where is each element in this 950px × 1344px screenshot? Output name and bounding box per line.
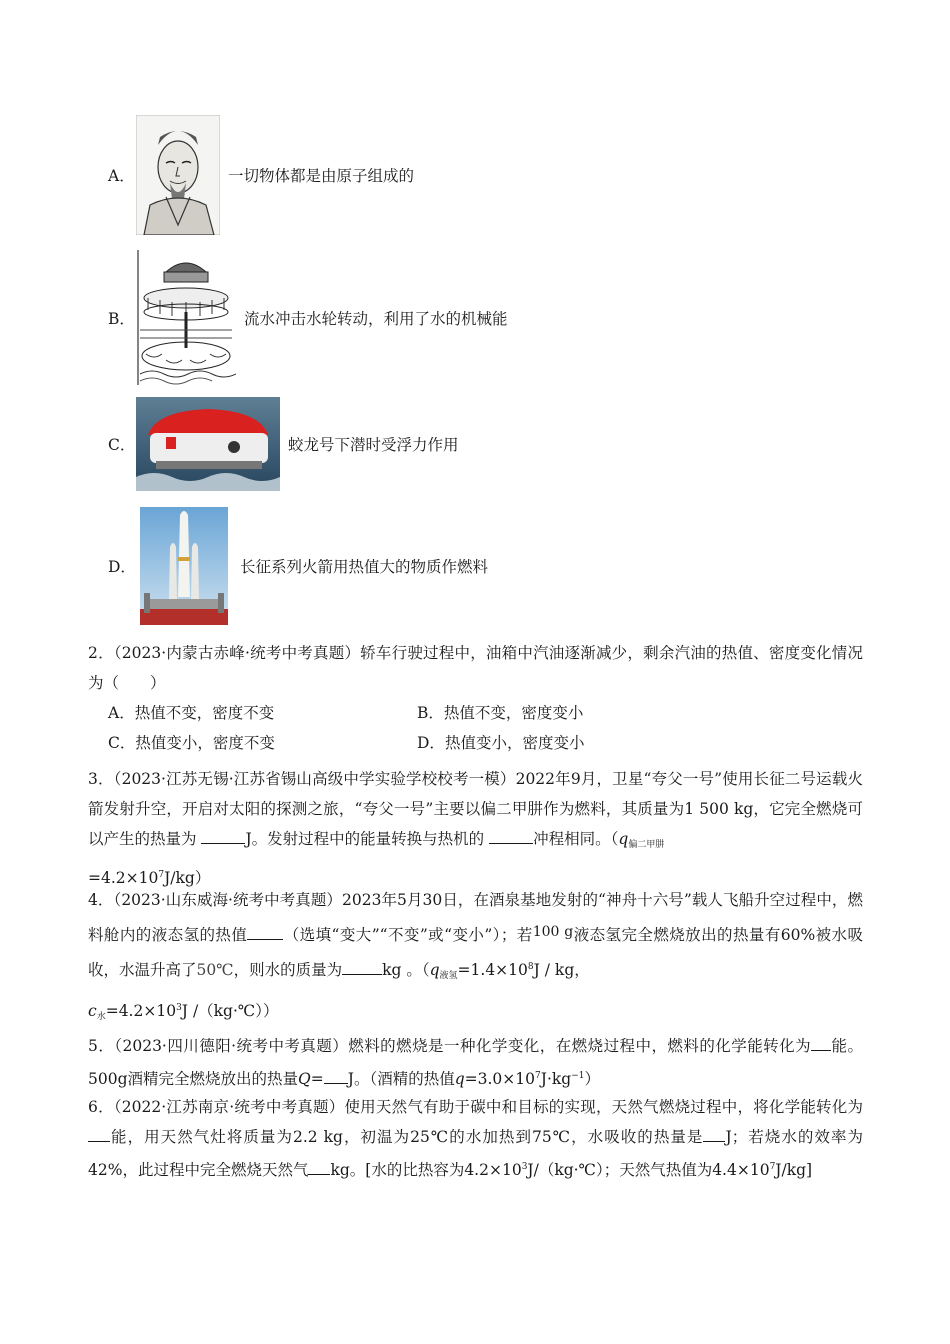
question-6-part6: J/kg] bbox=[775, 1161, 813, 1179]
question-3-number: 3． bbox=[88, 770, 114, 788]
question-3-value: =4.2×10 bbox=[88, 869, 159, 887]
question-5-blank-2[interactable] bbox=[324, 1067, 348, 1084]
option-c-text: 蛟龙号下潜时受浮力作用 bbox=[288, 436, 459, 454]
question-5-exponent: 7 bbox=[535, 1071, 541, 1081]
question-4 bbox=[88, 884, 863, 1033]
question-5-q-symbol: q bbox=[454, 1070, 465, 1088]
option-c-letter: C． bbox=[108, 436, 136, 454]
question-2-choice-c bbox=[108, 731, 275, 753]
option-d-text: 长征系列火箭用热值大的物质作燃料 bbox=[240, 558, 489, 576]
question-4-q-symbol: q bbox=[429, 961, 440, 979]
question-4-c-subscript: 水 bbox=[96, 1012, 106, 1022]
question-3-exponent: 7 bbox=[158, 870, 165, 880]
question-5-part2: 能。500g酒精完全燃烧放出的热量 bbox=[88, 1037, 863, 1088]
question-4-blank-2[interactable] bbox=[342, 958, 382, 975]
option-b bbox=[108, 250, 508, 385]
question-5 bbox=[88, 1031, 863, 1094]
scholar-portrait-image bbox=[136, 115, 220, 235]
submersible-image bbox=[136, 397, 280, 491]
question-6-part1: （2022·江苏南京·统考中考真题）使用天然气有助于碳中和目标的实现，天然气燃烧过程中，将化学能转化为 bbox=[113, 1098, 863, 1116]
question-4-mass: 100 g bbox=[532, 924, 574, 940]
option-a bbox=[108, 115, 414, 235]
question-6-blank-1[interactable] bbox=[88, 1125, 110, 1142]
question-3-blank-1[interactable] bbox=[201, 827, 245, 844]
question-4-c-symbol: c bbox=[88, 1002, 97, 1020]
question-4-q-exponent: 8 bbox=[527, 962, 534, 972]
choice-d-text: 热值变小，密度变小 bbox=[444, 734, 585, 752]
question-4-q-value: =1.4×10 bbox=[457, 961, 528, 979]
question-3-q-subscript: 偏二甲肼 bbox=[628, 840, 665, 850]
choice-c-text: 热值变小，密度不变 bbox=[135, 734, 275, 752]
choice-d-letter: D． bbox=[417, 734, 445, 752]
question-4-q-subscript: 液氢 bbox=[439, 971, 458, 981]
question-5-part4: J。（酒精的热值 bbox=[347, 1070, 455, 1088]
choice-b-text: 热值不变，密度变小 bbox=[443, 704, 584, 722]
question-4-part5: kg 。（ bbox=[382, 961, 430, 979]
question-2-choice-d bbox=[417, 731, 584, 753]
question-2-choice-b bbox=[417, 701, 583, 723]
question-2-number: 2． bbox=[88, 644, 114, 662]
question-6-part3: J；若烧水的效率为42%，此过程中完全燃烧天然气 bbox=[88, 1128, 863, 1179]
option-c bbox=[108, 397, 459, 491]
question-4-part4: ，则水的质量为 bbox=[233, 961, 343, 979]
question-5-q-heat: Q bbox=[298, 1070, 311, 1088]
choice-b-letter: B． bbox=[417, 704, 444, 722]
question-5-part6: J·kg bbox=[540, 1070, 572, 1088]
option-a-text: 一切物体都是由原子组成的 bbox=[228, 167, 415, 185]
question-5-part3: = bbox=[310, 1070, 324, 1088]
question-5-part7: ） bbox=[584, 1070, 600, 1088]
choice-c-letter: C． bbox=[108, 734, 136, 752]
question-4-c-exponent: 3 bbox=[176, 1003, 182, 1013]
question-2 bbox=[88, 638, 863, 698]
rocket-image bbox=[140, 507, 228, 625]
question-5-exponent-2: −1 bbox=[571, 1071, 585, 1081]
question-6-exponent-1: 3 bbox=[521, 1162, 528, 1172]
question-6-number: 6． bbox=[88, 1098, 114, 1116]
option-a-letter: A． bbox=[108, 167, 135, 185]
question-5-number: 5． bbox=[88, 1037, 115, 1055]
question-3-blank-2[interactable] bbox=[489, 827, 533, 844]
question-6-part2: 能，用天然气灶将质量为2.2 kg，初温为25℃的水加热到75℃，水吸收的热量是 bbox=[110, 1128, 704, 1146]
question-6-blank-3[interactable] bbox=[308, 1158, 330, 1175]
question-6-exponent-2: 7 bbox=[769, 1162, 776, 1172]
question-3 bbox=[88, 764, 863, 893]
question-3-part2: J。发射过程中的能量转换与热机的 bbox=[245, 830, 485, 848]
question-4-number: 4． bbox=[88, 891, 114, 909]
choice-a-letter: A． bbox=[108, 704, 135, 722]
option-b-letter: B． bbox=[108, 309, 135, 328]
question-3-unit: J/kg） bbox=[164, 869, 211, 887]
question-6-part5: J/（kg·℃）；天然气热值为4.4×10 bbox=[527, 1161, 770, 1179]
question-5-blank-1[interactable] bbox=[811, 1034, 831, 1051]
option-d bbox=[108, 507, 488, 625]
question-4-c-value: =4.2×10 bbox=[105, 1002, 177, 1020]
question-4-part1: （2023·山东威海·统考中考真题）2023年5月30日，在酒泉基地发射的“神舟十六号”载人飞船升空过程中，燃料舱内的液态氢的热值 bbox=[88, 891, 863, 944]
question-4-temp: 50℃ bbox=[196, 961, 234, 979]
question-4-part2: （选填“变大”“不变”或“变小”）；若 bbox=[283, 926, 533, 944]
question-2-choice-a bbox=[108, 701, 274, 723]
option-b-text: 流水冲击水轮转动，利用了水的机械能 bbox=[244, 309, 508, 328]
question-5-part1: （2023·四川德阳·统考中考真题）燃料的燃烧是一种化学变化，在燃烧过程中，燃料的化学能转化为 bbox=[114, 1037, 812, 1055]
choice-a-text: 热值不变，密度不变 bbox=[134, 704, 275, 722]
question-4-c-unit: J /（kg·℃）） bbox=[181, 1002, 279, 1020]
question-3-part3: 冲程相同。（ bbox=[533, 830, 619, 848]
question-3-part1: （2023·江苏无锡·江苏省锡山高级中学实验学校校考一模）2022年9月，卫星“夸父一号”使用长征二号运载火箭发射升空，开启对太阳的探测之旅，“夸父一号”主要以偏二甲肼作为燃料，其质量为1 500 kg，它完全燃烧可以产生的热量为 bbox=[88, 770, 863, 848]
option-d-letter: D． bbox=[108, 558, 136, 576]
water-wheel-image bbox=[136, 250, 236, 385]
question-2-text: （2023·内蒙古赤峰·统考中考真题）轿车行驶过程中，油箱中汽油逐渐减少，剩余汽油的热值、密度变化情况为（ ） bbox=[88, 644, 863, 692]
question-6-part4: kg。[水的比热容为4.2×10 bbox=[330, 1161, 522, 1179]
question-4-q-unit: J / kg， bbox=[533, 961, 590, 979]
question-4-blank-1[interactable] bbox=[247, 923, 283, 940]
question-6 bbox=[88, 1092, 863, 1185]
question-6-blank-2[interactable] bbox=[703, 1125, 725, 1142]
question-5-part5: =3.0×10 bbox=[464, 1070, 535, 1088]
question-4-part3: 液态氢完全燃烧放出的热量有60%被水吸收，水温升高了 bbox=[88, 926, 863, 979]
question-3-q-symbol: q bbox=[618, 830, 629, 848]
